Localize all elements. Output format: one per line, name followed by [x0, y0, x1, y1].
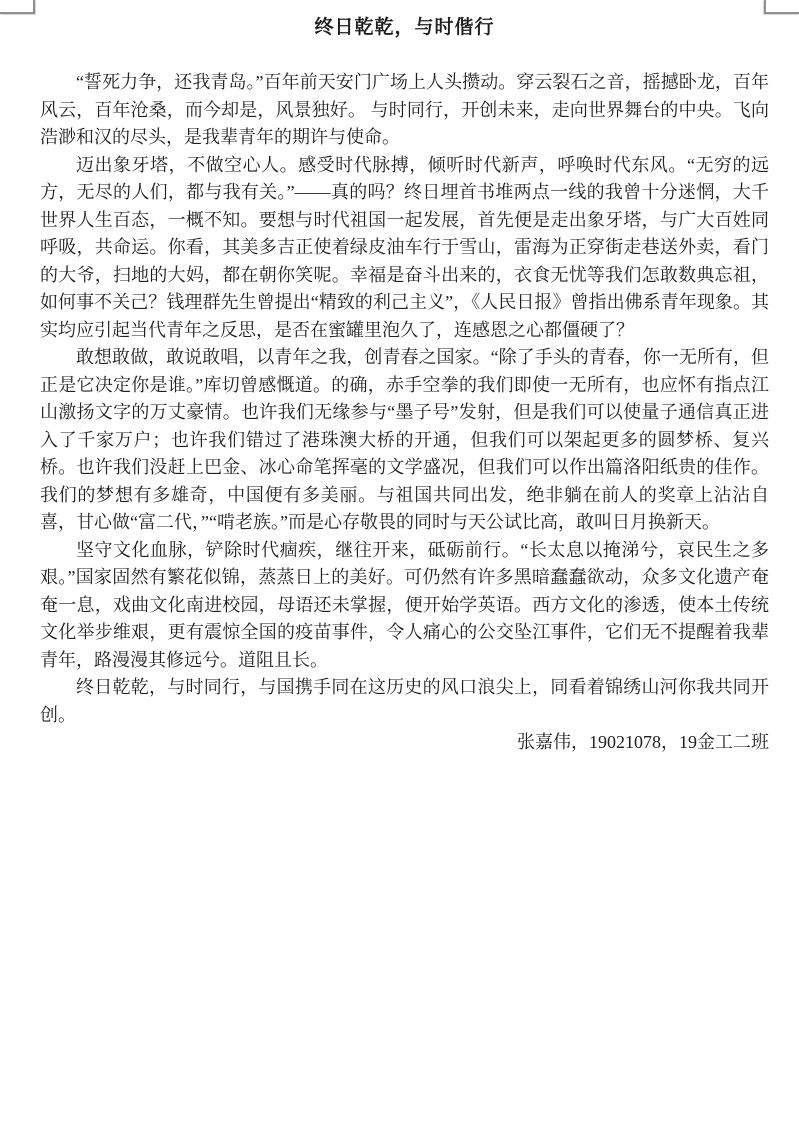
essay-paragraph: 迈出象牙塔，不做空心人。感受时代脉搏，倾听时代新声，呼唤时代东风。“无穷的远方，无尽的人们，都与我有关。”——真的吗？终日埋首书堆两点一线的我曾十分迷惘，大千世界人生百态，一概不知。要想与时代祖国一起发展，首先便是走出象牙塔，与广大百姓同呼吸，共命运。你看，其美多吉正使着绿皮油车行于雪山，雷海为正穿街走巷送外卖，看门的大爷，扫地的大妈，都在朝你笑呢。幸福是奋斗出来的，衣食无忧等我们怎敢数典忘祖，如何事不关己？钱理群先生曾提出“精致的利己主义”，《人民日报》曾指出佛系青年现象。其实均应引起当代青年之反思，是否在蜜罐里泡久了，连感恩之心都僵硬了？ — [40, 154, 769, 340]
essay-body — [40, 69, 769, 757]
essay-paragraph: 坚守文化血脉，铲除时代痼疾，继往开来，砥砺前行。“长太息以掩涕兮，哀民生之多艰。”国家固然有繁花似锦，蒸蒸日上的美好。可仍然有许多黑暗蠢蠢欲动，众多文化遗产奄奄一息，戏曲文化南进校园，母语还未掌握，便开始学英语。西方文化的渗透，使本土传统文化举步维艰，更有震惊全国的疫苗事件，令人痛心的公交坠江事件，它们无不提醒着我辈青年，路漫漫其修远兮。道阻且长。 — [40, 539, 769, 670]
essay-paragraph: 敢想敢做，敢说敢唱，以青年之我，创青春之国家。“除了手头的青春，你一无所有，但正是它决定你是谁。”库切曾感慨道。的确，赤手空拳的我们即使一无所有，也应怀有指点江山激扬文字的万丈豪情。也许我们无缘参与“墨子号”发射，但是我们可以使量子通信真正进入了千家万户；也许我们错过了港珠澳大桥的开通，但我们可以架起更多的圆梦桥、复兴桥。也许我们没赶上巴金、冰心命笔挥毫的文学盛况，但我们可以作出篇洛阳纸贵的佳作。我们的梦想有多雄奇，中国便有多美丽。与祖国共同出发，绝非躺在前人的奖章上沾沾自喜，甘心做“富二代，”“啃老族。”而是心存敬畏的同时与天公试比高，敢叫日月换新天。 — [40, 347, 769, 532]
essay-paragraph: 终日乾乾，与时同行，与国携手同在这历史的风口浪尖上，同看着锦绣山河你我共同开创。 — [40, 677, 769, 725]
essay-title: 终日乾乾，与时偕行 — [314, 17, 495, 38]
essay-paragraph: “誓死力争，还我青岛。”百年前天安门广场上人头攒动。穿云裂石之音，摇撼卧龙，百年风云，百年沧桑，而今却是，风景独好。 与时同行，开创未来，走向世界舞台的中央。飞向浩渺和汉的尽头，是我辈青年的期许与使命。 — [40, 72, 769, 147]
author-signature: 张嘉伟，19021078，19金工二班 — [517, 732, 769, 752]
